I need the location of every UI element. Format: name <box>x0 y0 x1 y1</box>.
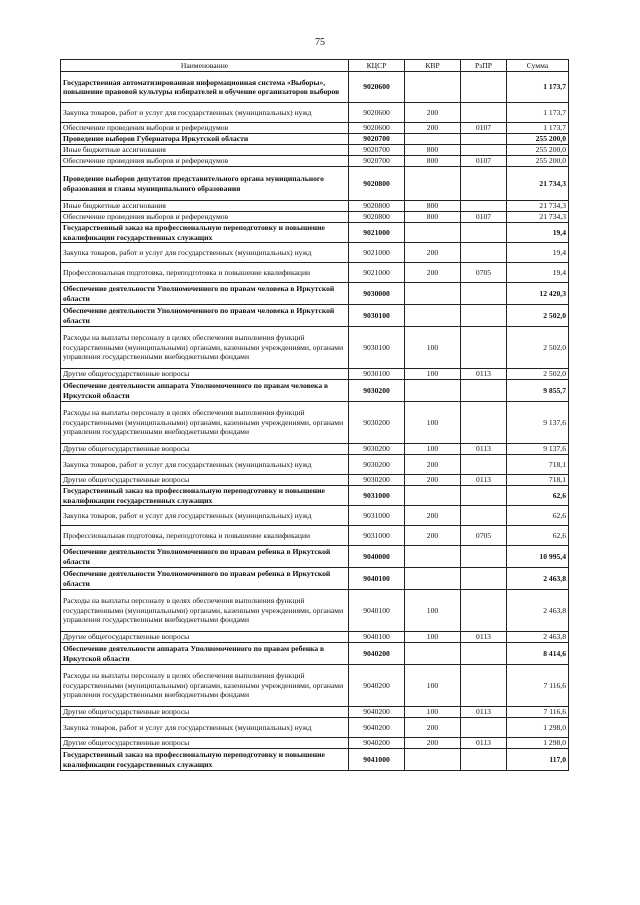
cell-rzpr <box>461 590 507 632</box>
cell-kvr: 200 <box>405 123 461 134</box>
cell-kcsr: 9030100 <box>349 327 405 369</box>
cell-kvr: 200 <box>405 718 461 738</box>
cell-kvr: 200 <box>405 243 461 263</box>
cell-sum: 19,4 <box>507 243 569 263</box>
table-row <box>61 455 569 475</box>
table-header-row <box>61 60 569 72</box>
cell-rzpr <box>461 167 507 201</box>
cell-sum: 9 137,6 <box>507 444 569 455</box>
table-row <box>61 665 569 707</box>
cell-sum: 21 734,3 <box>507 167 569 201</box>
cell-rzpr <box>461 243 507 263</box>
table-row <box>61 707 569 718</box>
cell-kcsr: 9020800 <box>349 212 405 223</box>
cell-rzpr: 0113 <box>461 369 507 380</box>
cell-kvr: 200 <box>405 455 461 475</box>
cell-kvr: 100 <box>405 665 461 707</box>
cell-rzpr <box>461 455 507 475</box>
cell-kvr <box>405 380 461 402</box>
cell-sum: 21 734,3 <box>507 212 569 223</box>
cell-kcsr: 9040100 <box>349 590 405 632</box>
cell-kvr: 200 <box>405 526 461 546</box>
table-row <box>61 402 569 444</box>
cell-kvr <box>405 486 461 506</box>
cell-sum: 1 298,0 <box>507 718 569 738</box>
cell-name: Обеспечение деятельности Уполномоченного по правам человека в Иркутской области <box>61 283 349 305</box>
cell-sum: 21 734,3 <box>507 201 569 212</box>
cell-kvr: 800 <box>405 212 461 223</box>
cell-kcsr: 9021000 <box>349 223 405 243</box>
table-row <box>61 568 569 590</box>
cell-rzpr: 0113 <box>461 707 507 718</box>
cell-kvr <box>405 643 461 665</box>
cell-sum: 718,1 <box>507 475 569 486</box>
table-row <box>61 212 569 223</box>
cell-rzpr <box>461 506 507 526</box>
cell-name: Закупка товаров, работ и услуг для государственных (муниципальных) нужд <box>61 455 349 475</box>
cell-name: Государственный заказ на профессиональную переподготовку и повышение квалификации государственных служащих <box>61 223 349 243</box>
cell-name: Обеспечение деятельности Уполномоченного по правам ребенка в Иркутской области <box>61 546 349 568</box>
cell-rzpr: 0113 <box>461 632 507 643</box>
cell-kcsr: 9020700 <box>349 145 405 156</box>
table-row <box>61 506 569 526</box>
cell-sum: 9 137,6 <box>507 402 569 444</box>
cell-kcsr: 9020700 <box>349 134 405 145</box>
cell-sum: 62,6 <box>507 526 569 546</box>
header-name: Наименование <box>61 60 349 72</box>
header-sum: Сумма <box>507 60 569 72</box>
cell-sum: 255 200,0 <box>507 134 569 145</box>
table-row <box>61 283 569 305</box>
cell-sum: 2 463,8 <box>507 568 569 590</box>
cell-kcsr: 9040100 <box>349 632 405 643</box>
cell-rzpr <box>461 283 507 305</box>
cell-rzpr <box>461 718 507 738</box>
cell-kvr: 200 <box>405 475 461 486</box>
cell-kcsr: 9040200 <box>349 718 405 738</box>
cell-rzpr: 0705 <box>461 263 507 283</box>
table-row <box>61 632 569 643</box>
cell-sum: 718,1 <box>507 455 569 475</box>
cell-kvr: 200 <box>405 738 461 749</box>
cell-kvr <box>405 223 461 243</box>
cell-kcsr: 9020700 <box>349 156 405 167</box>
cell-kvr: 800 <box>405 145 461 156</box>
cell-rzpr <box>461 103 507 123</box>
table-body <box>61 72 569 771</box>
cell-kvr: 800 <box>405 156 461 167</box>
cell-rzpr: 0705 <box>461 526 507 546</box>
table-row <box>61 380 569 402</box>
cell-kcsr: 9020800 <box>349 167 405 201</box>
table-row <box>61 103 569 123</box>
table-row <box>61 718 569 738</box>
cell-rzpr <box>461 665 507 707</box>
cell-rzpr <box>461 749 507 771</box>
cell-sum: 1 173,7 <box>507 72 569 103</box>
cell-kcsr: 9030200 <box>349 455 405 475</box>
cell-rzpr <box>461 327 507 369</box>
cell-kvr <box>405 568 461 590</box>
table-row <box>61 526 569 546</box>
cell-name: Расходы на выплаты персоналу в целях обеспечения выполнения функций государственными (муниципальными) органами, казенными учреждениями, органами управления государственными внебюджетными фондами <box>61 327 349 369</box>
cell-sum: 12 420,3 <box>507 283 569 305</box>
table-row <box>61 327 569 369</box>
table-row <box>61 444 569 455</box>
table-row <box>61 223 569 243</box>
cell-kvr: 800 <box>405 201 461 212</box>
cell-sum: 9 855,7 <box>507 380 569 402</box>
table-row <box>61 134 569 145</box>
cell-kvr <box>405 546 461 568</box>
cell-name: Профессиональная подготовка, переподготовка и повышение квалификации <box>61 526 349 546</box>
cell-name: Иные бюджетные ассигнования <box>61 145 349 156</box>
cell-name: Расходы на выплаты персоналу в целях обеспечения выполнения функций государственными (муниципальными) органами, казенными учреждениями, органами управления государственными внебюджетными фондами <box>61 665 349 707</box>
cell-rzpr <box>461 546 507 568</box>
cell-name: Другие общегосударственные вопросы <box>61 707 349 718</box>
cell-rzpr: 0107 <box>461 156 507 167</box>
header-kvr: КВР <box>405 60 461 72</box>
cell-name: Обеспечение проведения выборов и референдумов <box>61 212 349 223</box>
cell-rzpr <box>461 134 507 145</box>
cell-rzpr: 0113 <box>461 444 507 455</box>
cell-kcsr: 9040000 <box>349 546 405 568</box>
cell-name: Государственный заказ на профессиональную переподготовку и повышение квалификации государственных служащих <box>61 486 349 506</box>
cell-kvr <box>405 749 461 771</box>
cell-name: Другие общегосударственные вопросы <box>61 475 349 486</box>
table-row <box>61 369 569 380</box>
cell-kvr: 100 <box>405 590 461 632</box>
cell-kcsr: 9030200 <box>349 402 405 444</box>
cell-name: Расходы на выплаты персоналу в целях обеспечения выполнения функций государственными (муниципальными) органами, казенными учреждениями, органами управления государственными внебюджетными фондами <box>61 590 349 632</box>
table-row <box>61 263 569 283</box>
table-row <box>61 123 569 134</box>
cell-name: Обеспечение проведения выборов и референдумов <box>61 156 349 167</box>
cell-name: Расходы на выплаты персоналу в целях обеспечения выполнения функций государственными (муниципальными) органами, казенными учреждениями, органами управления государственными внебюджетными фондами <box>61 402 349 444</box>
table-row <box>61 305 569 327</box>
cell-kcsr: 9020600 <box>349 72 405 103</box>
cell-sum: 1 173,7 <box>507 123 569 134</box>
cell-sum: 19,4 <box>507 263 569 283</box>
cell-name: Профессиональная подготовка, переподготовка и повышение квалификации <box>61 263 349 283</box>
table-row <box>61 486 569 506</box>
cell-sum: 2 502,0 <box>507 327 569 369</box>
cell-name: Обеспечение деятельности Уполномоченного по правам ребенка в Иркутской области <box>61 568 349 590</box>
table-row <box>61 643 569 665</box>
cell-rzpr: 0113 <box>461 475 507 486</box>
cell-kcsr: 9030200 <box>349 444 405 455</box>
cell-sum: 2 463,8 <box>507 632 569 643</box>
cell-kvr <box>405 134 461 145</box>
cell-sum: 2 502,0 <box>507 369 569 380</box>
cell-rzpr <box>461 223 507 243</box>
cell-rzpr <box>461 145 507 156</box>
cell-rzpr <box>461 568 507 590</box>
cell-rzpr <box>461 201 507 212</box>
cell-kcsr: 9020800 <box>349 201 405 212</box>
cell-name: Закупка товаров, работ и услуг для государственных (муниципальных) нужд <box>61 718 349 738</box>
cell-name: Государственная автоматизированная информационная система «Выборы», повышение правовой культуры избирателей и обучение организаторов выборов <box>61 72 349 103</box>
cell-kcsr: 9040200 <box>349 707 405 718</box>
cell-kvr: 100 <box>405 707 461 718</box>
cell-rzpr <box>461 305 507 327</box>
table-row <box>61 738 569 749</box>
table-row <box>61 546 569 568</box>
cell-sum: 10 995,4 <box>507 546 569 568</box>
cell-rzpr: 0107 <box>461 212 507 223</box>
cell-kvr: 100 <box>405 444 461 455</box>
cell-sum: 117,0 <box>507 749 569 771</box>
cell-kcsr: 9031000 <box>349 506 405 526</box>
cell-sum: 19,4 <box>507 223 569 243</box>
cell-name: Закупка товаров, работ и услуг для государственных (муниципальных) нужд <box>61 243 349 263</box>
table-row <box>61 72 569 103</box>
cell-name: Проведение выборов Губернатора Иркутской области <box>61 134 349 145</box>
cell-name: Обеспечение проведения выборов и референдумов <box>61 123 349 134</box>
cell-kvr: 200 <box>405 263 461 283</box>
cell-sum: 1 298,0 <box>507 738 569 749</box>
table-row <box>61 145 569 156</box>
cell-name: Государственный заказ на профессиональную переподготовку и повышение квалификации государственных служащих <box>61 749 349 771</box>
cell-name: Обеспечение деятельности аппарата Уполномоченного по правам ребенка в Иркутской области <box>61 643 349 665</box>
cell-sum: 62,6 <box>507 506 569 526</box>
table-row <box>61 590 569 632</box>
cell-kcsr: 9030200 <box>349 475 405 486</box>
cell-kcsr: 9041000 <box>349 749 405 771</box>
cell-kcsr: 9020600 <box>349 123 405 134</box>
cell-kvr <box>405 283 461 305</box>
table-row <box>61 156 569 167</box>
table-row <box>61 475 569 486</box>
cell-kcsr: 9030000 <box>349 283 405 305</box>
page-number: 75 <box>315 37 325 48</box>
cell-kcsr: 9021000 <box>349 263 405 283</box>
cell-rzpr <box>461 486 507 506</box>
cell-kvr: 100 <box>405 402 461 444</box>
cell-name: Иные бюджетные ассигнования <box>61 201 349 212</box>
cell-kvr: 100 <box>405 327 461 369</box>
cell-sum: 1 173,7 <box>507 103 569 123</box>
table-row <box>61 749 569 771</box>
cell-rzpr <box>461 643 507 665</box>
cell-kcsr: 9040200 <box>349 665 405 707</box>
cell-kcsr: 9031000 <box>349 486 405 506</box>
cell-kcsr: 9031000 <box>349 526 405 546</box>
cell-kcsr: 9030100 <box>349 369 405 380</box>
table-row <box>61 243 569 263</box>
cell-name: Закупка товаров, работ и услуг для государственных (муниципальных) нужд <box>61 103 349 123</box>
cell-sum: 7 116,6 <box>507 707 569 718</box>
cell-rzpr <box>461 380 507 402</box>
cell-kcsr: 9020600 <box>349 103 405 123</box>
cell-rzpr: 0113 <box>461 738 507 749</box>
cell-name: Другие общегосударственные вопросы <box>61 738 349 749</box>
cell-kcsr: 9021000 <box>349 243 405 263</box>
cell-kvr: 200 <box>405 103 461 123</box>
cell-sum: 8 414,6 <box>507 643 569 665</box>
cell-sum: 2 463,8 <box>507 590 569 632</box>
cell-rzpr <box>461 402 507 444</box>
cell-name: Другие общегосударственные вопросы <box>61 632 349 643</box>
cell-kcsr: 9040100 <box>349 568 405 590</box>
cell-name: Другие общегосударственные вопросы <box>61 444 349 455</box>
cell-rzpr: 0107 <box>461 123 507 134</box>
cell-kvr <box>405 72 461 103</box>
cell-kcsr: 9030200 <box>349 380 405 402</box>
table-row <box>61 167 569 201</box>
cell-sum: 2 502,0 <box>507 305 569 327</box>
cell-name: Другие общегосударственные вопросы <box>61 369 349 380</box>
cell-name: Обеспечение деятельности аппарата Уполномоченного по правам человека в Иркутской области <box>61 380 349 402</box>
header-rzpr: РзПР <box>461 60 507 72</box>
cell-kcsr: 9030100 <box>349 305 405 327</box>
cell-kvr <box>405 305 461 327</box>
table-row <box>61 201 569 212</box>
cell-name: Обеспечение деятельности Уполномоченного по правам человека в Иркутской области <box>61 305 349 327</box>
cell-kvr: 200 <box>405 506 461 526</box>
cell-name: Проведение выборов депутатов представительного органа муниципального образования и главы муниципального образования <box>61 167 349 201</box>
cell-kvr <box>405 167 461 201</box>
budget-table <box>60 59 569 771</box>
cell-kvr: 100 <box>405 369 461 380</box>
cell-kcsr: 9040200 <box>349 643 405 665</box>
cell-sum: 255 200,0 <box>507 156 569 167</box>
cell-kcsr: 9040200 <box>349 738 405 749</box>
cell-name: Закупка товаров, работ и услуг для государственных (муниципальных) нужд <box>61 506 349 526</box>
cell-kvr: 100 <box>405 632 461 643</box>
cell-sum: 7 116,6 <box>507 665 569 707</box>
header-kcsr: КЦСР <box>349 60 405 72</box>
cell-sum: 255 200,0 <box>507 145 569 156</box>
cell-sum: 62,6 <box>507 486 569 506</box>
cell-rzpr <box>461 72 507 103</box>
